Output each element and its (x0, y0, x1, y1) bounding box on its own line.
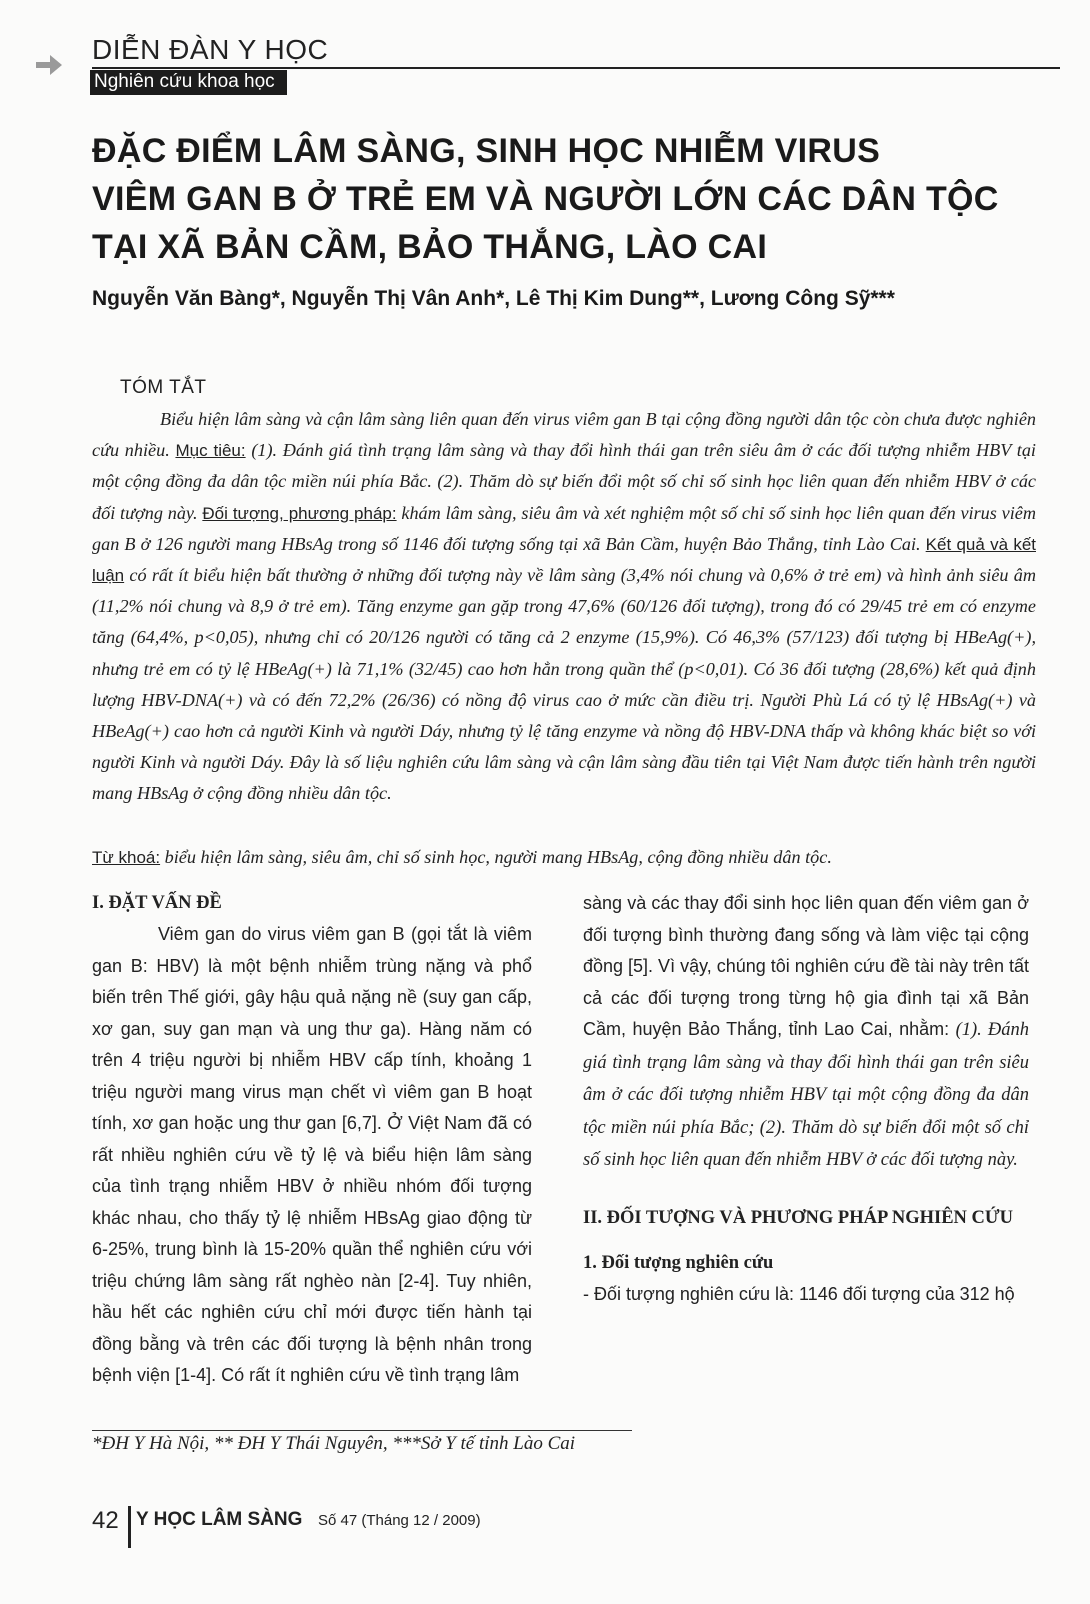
arrow-icon (34, 50, 64, 80)
abstract-methods: khám lâm sàng, siêu âm và xét nghiệm một số chỉ số sinh học liên quan đến virus viêm gan B ở 126 người mang HBsAg trong số 1146 đối tượng sống tại xã Bản Cầm, huyện Bảo Thắng, tỉnh Lào Cai. (92, 502, 1036, 554)
left-column (92, 888, 532, 1392)
abstract-heading: TÓM TẮT (120, 377, 207, 398)
right-column (583, 888, 1029, 1310)
page-number: 42 (92, 1507, 119, 1534)
paragraph-text: sàng và các thay đổi sinh học liên quan đến viêm gan ở đối tượng bình thường đang sống và làm việc tại cộng đồng [5]. Vì vậy, chúng tôi nghiên cứu đề tài này trên tất cả các đối tượng trong từng hộ gia đình tại xã Bản Cầm, huyện Bảo Thắng, tỉnh Lao Cai, nhằm: (583, 893, 1030, 1039)
section-heading: II. ĐỐI TƯỢNG VÀ PHƯƠNG PHÁP NGHIÊN CỨU (583, 1207, 1013, 1228)
category-label: Nghiên cứu khoa học (90, 70, 287, 95)
abstract-results: có rất ít biểu hiện bất thường ở những đối tượng này về lâm sàng (3,4% nói chung và 0,6% ở trẻ em) và hình ảnh siêu âm (11,2% nói chung và 8,9 ở trẻ em). Tăng enzyme gan gặp trong 47,6% (60/126 đối tượng), trong đó có 29/45 trẻ em có enzyme tăng (64,4%, p<0,05), nhưng chỉ có 20/126 người có tăng cả 2 enzyme (15,9%). Có 46,3% (57/123) đối tượng bị HBeAg(+), nhưng trẻ em có tỷ lệ HBeAg(+) là 71,1% (32/45) cao hơn hẳn trong quần thể (p<0,01). Có 36 đối tượng (28,6%) kết quả định lượng HBV-DNA(+) và có đến 72,2% (26/36) có nồng độ virus cao ở mức cần điều trị. Người Phù Lá có tỷ lệ HBsAg(+) và HBeAg(+) cao hơn cả người Kinh và người Dáy, nhưng tỷ lệ tăng enzyme và nồng độ HBV-DNA thấp và không khác biệt so với người Kinh và người Dáy. Đây là số liệu nghiên cứu lâm sàng và cận lâm sàng đầu tiên tại Việt Nam được tiến hành trên người mang HBsAg ở cộng đồng nhiều dân tộc. (92, 565, 1036, 804)
results-label: Kết quả và kết luận (92, 534, 1036, 586)
footer-bar (128, 1506, 131, 1548)
title-line: ĐẶC ĐIỂM LÂM SÀNG, SINH HỌC NHIỄM VIRUS (92, 132, 881, 170)
title-line: VIÊM GAN B Ở TRẺ EM VÀ NGƯỜI LỚN CÁC DÂN TỘC (92, 180, 999, 218)
subsection-text: - Đối tượng nghiên cứu là: 1146 đối tượng của 312 hộ (583, 1283, 1015, 1304)
keywords-label: Từ khoá: (92, 848, 161, 867)
methods-label: Đối tượng, phương pháp: (202, 503, 397, 523)
subsection-heading: 1. Đối tượng nghiên cứu (583, 1252, 774, 1273)
keywords-text: biểu hiện lâm sàng, siêu âm, chỉ số sinh học, người mang HBsAg, cộng đồng nhiều dân tộc. (160, 847, 832, 867)
abstract-body (92, 404, 1036, 810)
footnote: *ĐH Y Hà Nội, ** ĐH Y Thái Nguyên, ***Sở Y tế tỉnh Lào Cai (92, 1433, 576, 1454)
article-title (92, 127, 1052, 271)
keywords-line (92, 842, 1052, 873)
abstract-objective: (1). Đánh giá tình trạng lâm sàng và thay đổi hình thái gan trên siêu âm ở các đối tượng nhiễm HBV tại một cộng đồng đa dân tộc miền núi phía Bắc. (2). Thăm dò sự biến đổi một số chỉ số sinh học liên quan đến nhiễm HBV ở các đối tượng này. (92, 440, 1036, 523)
authors: Nguyễn Văn Bàng*, Nguyễn Thị Vân Anh*, Lê Thị Kim Dung**, Lương Công Sỹ*** (92, 287, 895, 310)
section-heading: I. ĐẶT VẤN ĐỀ (92, 893, 222, 913)
issue-info: Số 47 (Tháng 12 / 2009) (318, 1512, 481, 1529)
journal-name: Y HỌC LÂM SÀNG (136, 1509, 303, 1530)
footnote-rule (92, 1430, 632, 1431)
header-rule (92, 67, 1060, 69)
abstract-intro: Biểu hiện lâm sàng và cận lâm sàng liên quan đến virus viêm gan B tại cộng đồng người dân tộc còn chưa được nghiên cứu nhiều. (92, 409, 1036, 461)
title-line: TẠI XÃ BẢN CẦM, BẢO THẮNG, LÀO CAI (92, 228, 768, 266)
journal-section-title: DIỄN ĐÀN Y HỌC (92, 34, 329, 65)
objective-label: Mục tiêu: (175, 441, 246, 461)
section-paragraph: Viêm gan do virus viêm gan B (gọi tắt là viêm gan B: HBV) là một bệnh nhiễm trùng nặng và phổ biến trên Thế giới, gây hậu quả nặng nề (suy gan cấp, xơ gan, suy gan mạn và ung thư ga). Hàng năm có trên 4 triệu người bị nhiễm HBV cấp tính, khoảng 1 triệu người mang virus mạn chết vì viêm gan B hoạt tính, xơ gan hoặc ung thư gan [6,7]. Ở Việt Nam đã có rất nhiều nghiên cứu về tỷ lệ và biểu hiện lâm sàng của tình trạng nhiễm HBV ở nhiều nhóm đối tượng khác nhau, cho thấy tỷ lệ nhiễm HBsAg giao động từ 6-25%, trung bình là 15-20% quần thể nghiên cứu với triệu chứng lâm sàng rất nghèo nàn [2-4]. Tuy nhiên, hầu hết các nghiên cứu chỉ mới được tiến hành tại đồng bằng và trên các đối tượng là bệnh nhân trong bệnh viện [1-4]. Có rất ít nghiên cứu về tình trạng lâm (92, 924, 532, 1385)
paragraph-objectives: (1). Đánh giá tình trạng lâm sàng và thay đổi hình thái gan trên siêu âm ở các đối tượng nhiễm HBV tại một cộng đồng đa dân tộc miền núi phía Bắc; (2). Thăm dò sự biến đổi một số chỉ số sinh học liên quan đến nhiễm HBV ở các đối tượng này. (583, 1020, 1030, 1170)
